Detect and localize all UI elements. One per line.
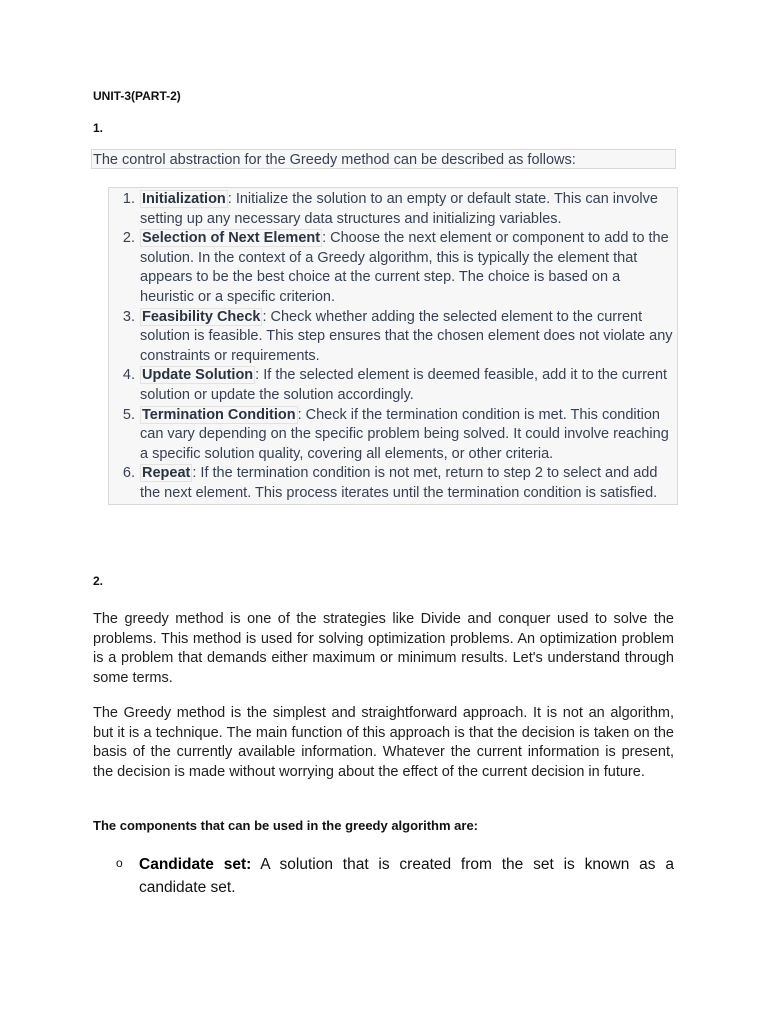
- step-text: : Check if the termination condition is met. This condition can vary depending on the specific problem being solved. It could involve reaching a specific solution quality, covering all elements, or other criteria.: [140, 406, 669, 462]
- section-2-number: 2.: [93, 574, 104, 588]
- section-2-paragraph-1: The greedy method is one of the strategies like Divide and conquer used to solve the problems. This method is used for solving optimization problems. An optimization problem is a problem that demands either maximum or minimum results. Let's understand through some terms.: [93, 611, 674, 686]
- step-term: Repeat: [142, 465, 191, 482]
- step-item: [139, 308, 673, 367]
- step-item: [139, 366, 673, 405]
- steps-list: [109, 190, 673, 504]
- steps-list-box: [108, 187, 678, 505]
- step-item: [139, 464, 673, 503]
- section-1-number: 1.: [93, 121, 104, 135]
- step-text: : Choose the next element or component to add to the solution. In the context of a Greedy algorithm, this is typically the element that appears to be the best choice at the current step. The choice is based on a heuristic or a specific criterion.: [140, 230, 669, 305]
- components-heading: The components that can be used in the greedy algorithm are:: [93, 818, 479, 833]
- step-term: Feasibility Check: [142, 308, 261, 325]
- step-term: Selection of Next Element: [142, 230, 321, 247]
- step-text: : Check whether adding the selected element to the current solution is feasible. This step ensures that the chosen element does not violate any constraints or requirements.: [140, 308, 673, 364]
- step-text: : If the termination condition is not met, return to step 2 to select and add the next element. This process iterates until the termination condition is satisfied.: [140, 465, 658, 501]
- step-text: : Initialize the solution to an empty or default state. This can involve setting up any necessary data structures and initializing variables.: [140, 191, 658, 227]
- component-description: A solution that is created from the set is known as a candidate set.: [139, 856, 674, 896]
- unit-title: UNIT-3(PART-2): [93, 89, 181, 103]
- component-item: [116, 853, 674, 899]
- component-term: Candidate set:: [139, 856, 252, 873]
- component-text: [139, 853, 674, 899]
- step-item: [139, 229, 673, 307]
- step-term: Termination Condition: [142, 406, 296, 423]
- step-term: Initialization: [142, 191, 226, 207]
- section-2-paragraph-2: The Greedy method is the simplest and straightforward approach. It is not an algorithm, but it is a technique. The main function of this approach is that the decision is taken on the basis of the currently available information. Whatever the current information is present, the decision is made without worrying about the effect of the current decision in future.: [93, 705, 674, 780]
- step-item: [139, 190, 673, 229]
- bullet-circle-icon: o: [116, 856, 123, 870]
- section-1-intro: The control abstraction for the Greedy method can be described as follows:: [91, 149, 676, 169]
- step-term: Update Solution: [142, 367, 254, 384]
- step-item: [139, 406, 673, 465]
- step-text: : If the selected element is deemed feasible, add it to the current solution or update the solution accordingly.: [140, 367, 668, 403]
